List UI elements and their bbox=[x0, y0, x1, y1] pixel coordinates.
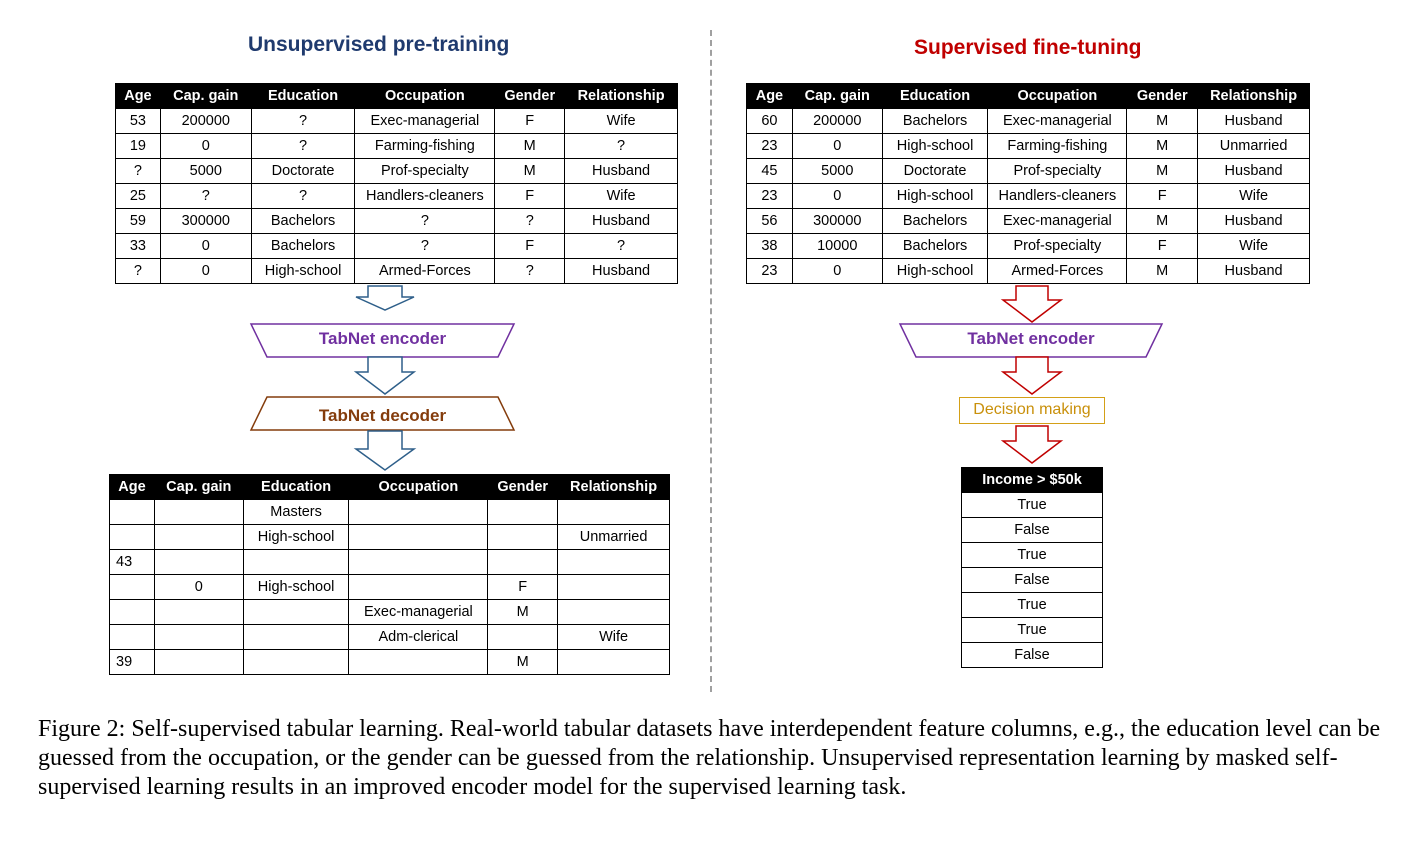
table-cell: 300000 bbox=[792, 209, 882, 234]
table-row bbox=[116, 234, 678, 259]
table-row bbox=[747, 134, 1310, 159]
table-cell: Handlers-cleaners bbox=[988, 184, 1127, 209]
table-cell: High-school bbox=[243, 575, 349, 600]
table-cell bbox=[488, 500, 558, 525]
table-cell: Bachelors bbox=[882, 209, 988, 234]
income-cell: False bbox=[962, 568, 1103, 593]
table-cell bbox=[243, 600, 349, 625]
table-cell bbox=[243, 625, 349, 650]
header-gender: Gender bbox=[1127, 84, 1198, 109]
table-row bbox=[110, 575, 670, 600]
header-cap-gain: Cap. gain bbox=[154, 475, 243, 500]
table-cell bbox=[154, 600, 243, 625]
table-header-row bbox=[962, 468, 1103, 493]
table-cell: 5000 bbox=[160, 159, 251, 184]
table-cell: Unmarried bbox=[558, 525, 670, 550]
table-cell: Exec-managerial bbox=[355, 109, 495, 134]
table-cell: Doctorate bbox=[882, 159, 988, 184]
income-cell: True bbox=[962, 493, 1103, 518]
table-cell bbox=[558, 550, 670, 575]
table-cell: M bbox=[488, 650, 558, 675]
table-cell: ? bbox=[116, 259, 161, 284]
table-cell bbox=[110, 500, 155, 525]
table-row bbox=[962, 518, 1103, 543]
table-cell: High-school bbox=[243, 525, 349, 550]
table-row bbox=[747, 159, 1310, 184]
table-row bbox=[962, 618, 1103, 643]
header-occupation: Occupation bbox=[988, 84, 1127, 109]
header-income: Income > $50k bbox=[962, 468, 1103, 493]
table-cell: Bachelors bbox=[882, 234, 988, 259]
table-cell: 0 bbox=[160, 134, 251, 159]
table-row bbox=[747, 234, 1310, 259]
table-cell: ? bbox=[251, 134, 355, 159]
table-cell: Exec-managerial bbox=[349, 600, 488, 625]
table-row bbox=[110, 500, 670, 525]
table-header-row bbox=[116, 84, 678, 109]
finetune-arrow-3 bbox=[1003, 426, 1061, 463]
pretrain-arrow-2 bbox=[356, 357, 414, 394]
table-row bbox=[116, 184, 678, 209]
figure-caption: Figure 2: Self-supervised tabular learning. Real-world tabular datasets have interdependent feature columns, e.g., the education level can be guessed from the occupation, or the gender can be guessed from the relationship. Unsupervised representation learning by masked self-supervised learning results in an improved encoder model for the supervised learning task. bbox=[38, 716, 1381, 800]
income-cell: True bbox=[962, 593, 1103, 618]
table-cell: Armed-Forces bbox=[355, 259, 495, 284]
table-row bbox=[747, 259, 1310, 284]
table-cell: Husband bbox=[1198, 209, 1310, 234]
table-row bbox=[110, 525, 670, 550]
table-cell: ? bbox=[116, 159, 161, 184]
encoder-label-right: TabNet encoder bbox=[967, 329, 1095, 348]
table-cell: 23 bbox=[747, 184, 793, 209]
table-cell bbox=[349, 575, 488, 600]
table-cell: High-school bbox=[882, 184, 988, 209]
income-cell: False bbox=[962, 643, 1103, 668]
table-cell: 59 bbox=[116, 209, 161, 234]
table-cell bbox=[154, 500, 243, 525]
table-row bbox=[962, 568, 1103, 593]
table-cell: Doctorate bbox=[251, 159, 355, 184]
table-cell: Bachelors bbox=[882, 109, 988, 134]
table-cell: 10000 bbox=[792, 234, 882, 259]
table-cell: M bbox=[1127, 134, 1198, 159]
table-cell: ? bbox=[251, 109, 355, 134]
table-cell: ? bbox=[495, 209, 565, 234]
table-cell: Bachelors bbox=[251, 209, 355, 234]
table-cell bbox=[558, 575, 670, 600]
table-cell: Exec-managerial bbox=[988, 109, 1127, 134]
header-cap-gain: Cap. gain bbox=[160, 84, 251, 109]
table-row bbox=[110, 650, 670, 675]
table-cell: ? bbox=[355, 209, 495, 234]
header-education: Education bbox=[251, 84, 355, 109]
table-cell: 56 bbox=[747, 209, 793, 234]
table-cell: F bbox=[1127, 234, 1198, 259]
table-row bbox=[110, 600, 670, 625]
table-cell: 60 bbox=[747, 109, 793, 134]
header-cap-gain: Cap. gain bbox=[792, 84, 882, 109]
table-cell: F bbox=[1127, 184, 1198, 209]
table-cell: 200000 bbox=[160, 109, 251, 134]
table-cell bbox=[154, 525, 243, 550]
table-cell: 19 bbox=[116, 134, 161, 159]
table-cell bbox=[488, 550, 558, 575]
table-cell bbox=[110, 575, 155, 600]
table-cell: 33 bbox=[116, 234, 161, 259]
table-cell: M bbox=[495, 159, 565, 184]
header-age: Age bbox=[747, 84, 793, 109]
table-body bbox=[110, 500, 670, 675]
table-cell: ? bbox=[251, 184, 355, 209]
table-cell: 0 bbox=[160, 234, 251, 259]
table-cell: 0 bbox=[160, 259, 251, 284]
table-cell: High-school bbox=[882, 259, 988, 284]
table-cell: 23 bbox=[747, 259, 793, 284]
table-cell bbox=[488, 525, 558, 550]
table-cell: 45 bbox=[747, 159, 793, 184]
table-cell: F bbox=[488, 575, 558, 600]
table-cell: Adm-clerical bbox=[349, 625, 488, 650]
table-row bbox=[747, 109, 1310, 134]
header-occupation: Occupation bbox=[349, 475, 488, 500]
table-cell: Wife bbox=[1198, 234, 1310, 259]
table-row bbox=[110, 550, 670, 575]
table-cell: Exec-managerial bbox=[988, 209, 1127, 234]
header-gender: Gender bbox=[495, 84, 565, 109]
table-cell: M bbox=[1127, 159, 1198, 184]
table-cell: M bbox=[1127, 209, 1198, 234]
table-cell bbox=[243, 550, 349, 575]
reconstruction-table bbox=[109, 474, 670, 675]
finetuning-input-table bbox=[746, 83, 1310, 284]
table-cell bbox=[558, 500, 670, 525]
table-cell bbox=[349, 550, 488, 575]
table-row bbox=[962, 543, 1103, 568]
table-cell: F bbox=[495, 234, 565, 259]
table-cell: F bbox=[495, 109, 565, 134]
table-row bbox=[116, 134, 678, 159]
table-body bbox=[747, 109, 1310, 284]
pretraining-input-table bbox=[115, 83, 678, 284]
decoder-label: TabNet decoder bbox=[318, 406, 447, 425]
table-cell bbox=[110, 625, 155, 650]
table-cell: Unmarried bbox=[1198, 134, 1310, 159]
table-cell: Armed-Forces bbox=[988, 259, 1127, 284]
decision-making-box: Decision making bbox=[959, 397, 1105, 424]
table-row bbox=[116, 109, 678, 134]
table-body bbox=[962, 493, 1103, 668]
table-cell: 0 bbox=[792, 259, 882, 284]
table-cell: M bbox=[495, 134, 565, 159]
table-cell: Wife bbox=[565, 109, 678, 134]
table-cell: Wife bbox=[1198, 184, 1310, 209]
table-row bbox=[747, 184, 1310, 209]
table-cell: ? bbox=[565, 134, 678, 159]
table-body bbox=[116, 109, 678, 284]
table-row bbox=[747, 209, 1310, 234]
table-cell: Wife bbox=[565, 184, 678, 209]
table-cell: Husband bbox=[1198, 109, 1310, 134]
finetune-arrow-2 bbox=[1003, 357, 1061, 394]
table-row bbox=[116, 159, 678, 184]
table-row bbox=[110, 625, 670, 650]
income-output-table bbox=[961, 467, 1103, 668]
table-cell: Husband bbox=[1198, 259, 1310, 284]
table-row bbox=[116, 259, 678, 284]
table-cell bbox=[243, 650, 349, 675]
table-cell: Prof-specialty bbox=[988, 234, 1127, 259]
table-cell: Handlers-cleaners bbox=[355, 184, 495, 209]
table-cell: Farming-fishing bbox=[988, 134, 1127, 159]
table-cell bbox=[154, 650, 243, 675]
table-cell: ? bbox=[565, 234, 678, 259]
table-cell: Husband bbox=[565, 209, 678, 234]
table-cell: 5000 bbox=[792, 159, 882, 184]
table-cell: F bbox=[495, 184, 565, 209]
table-cell: ? bbox=[495, 259, 565, 284]
table-cell: ? bbox=[160, 184, 251, 209]
table-cell: 300000 bbox=[160, 209, 251, 234]
table-row bbox=[962, 493, 1103, 518]
table-header-row bbox=[110, 475, 670, 500]
table-cell bbox=[349, 650, 488, 675]
table-cell: 38 bbox=[747, 234, 793, 259]
table-row bbox=[116, 209, 678, 234]
table-cell: M bbox=[488, 600, 558, 625]
header-relationship: Relationship bbox=[1198, 84, 1310, 109]
table-cell: 0 bbox=[154, 575, 243, 600]
table-cell: 39 bbox=[110, 650, 155, 675]
table-cell bbox=[558, 650, 670, 675]
table-row bbox=[962, 593, 1103, 618]
table-cell bbox=[558, 600, 670, 625]
table-cell: Husband bbox=[565, 159, 678, 184]
table-cell bbox=[349, 525, 488, 550]
table-cell: High-school bbox=[882, 134, 988, 159]
table-cell bbox=[110, 600, 155, 625]
header-gender: Gender bbox=[488, 475, 558, 500]
pretrain-arrow-1 bbox=[356, 286, 414, 310]
table-cell bbox=[154, 625, 243, 650]
table-cell: M bbox=[1127, 259, 1198, 284]
income-cell: False bbox=[962, 518, 1103, 543]
table-cell: Husband bbox=[565, 259, 678, 284]
table-cell: Prof-specialty bbox=[988, 159, 1127, 184]
encoder-label-left: TabNet encoder bbox=[318, 329, 447, 348]
finetune-arrow-1 bbox=[1003, 286, 1061, 322]
table-cell bbox=[154, 550, 243, 575]
finetuning-title: Supervised fine-tuning bbox=[914, 36, 1142, 59]
table-cell bbox=[110, 525, 155, 550]
income-cell: True bbox=[962, 543, 1103, 568]
table-cell: Husband bbox=[1198, 159, 1310, 184]
pretrain-arrow-3 bbox=[356, 431, 414, 470]
table-cell: 23 bbox=[747, 134, 793, 159]
table-cell: 43 bbox=[110, 550, 155, 575]
table-cell: 200000 bbox=[792, 109, 882, 134]
table-cell: High-school bbox=[251, 259, 355, 284]
table-cell bbox=[349, 500, 488, 525]
table-cell: 0 bbox=[792, 134, 882, 159]
income-cell: True bbox=[962, 618, 1103, 643]
pretraining-title: Unsupervised pre-training bbox=[248, 33, 510, 56]
table-cell: 53 bbox=[116, 109, 161, 134]
table-cell: Bachelors bbox=[251, 234, 355, 259]
table-cell: 25 bbox=[116, 184, 161, 209]
table-cell: Masters bbox=[243, 500, 349, 525]
header-age: Age bbox=[116, 84, 161, 109]
header-education: Education bbox=[882, 84, 988, 109]
table-row bbox=[962, 643, 1103, 668]
table-cell: M bbox=[1127, 109, 1198, 134]
table-cell: ? bbox=[355, 234, 495, 259]
table-cell: Prof-specialty bbox=[355, 159, 495, 184]
header-education: Education bbox=[243, 475, 349, 500]
table-cell: Farming-fishing bbox=[355, 134, 495, 159]
header-occupation: Occupation bbox=[355, 84, 495, 109]
header-relationship: Relationship bbox=[558, 475, 670, 500]
header-relationship: Relationship bbox=[565, 84, 678, 109]
table-header-row bbox=[747, 84, 1310, 109]
header-age: Age bbox=[110, 475, 155, 500]
table-cell: 0 bbox=[792, 184, 882, 209]
table-cell: Wife bbox=[558, 625, 670, 650]
table-cell bbox=[488, 625, 558, 650]
